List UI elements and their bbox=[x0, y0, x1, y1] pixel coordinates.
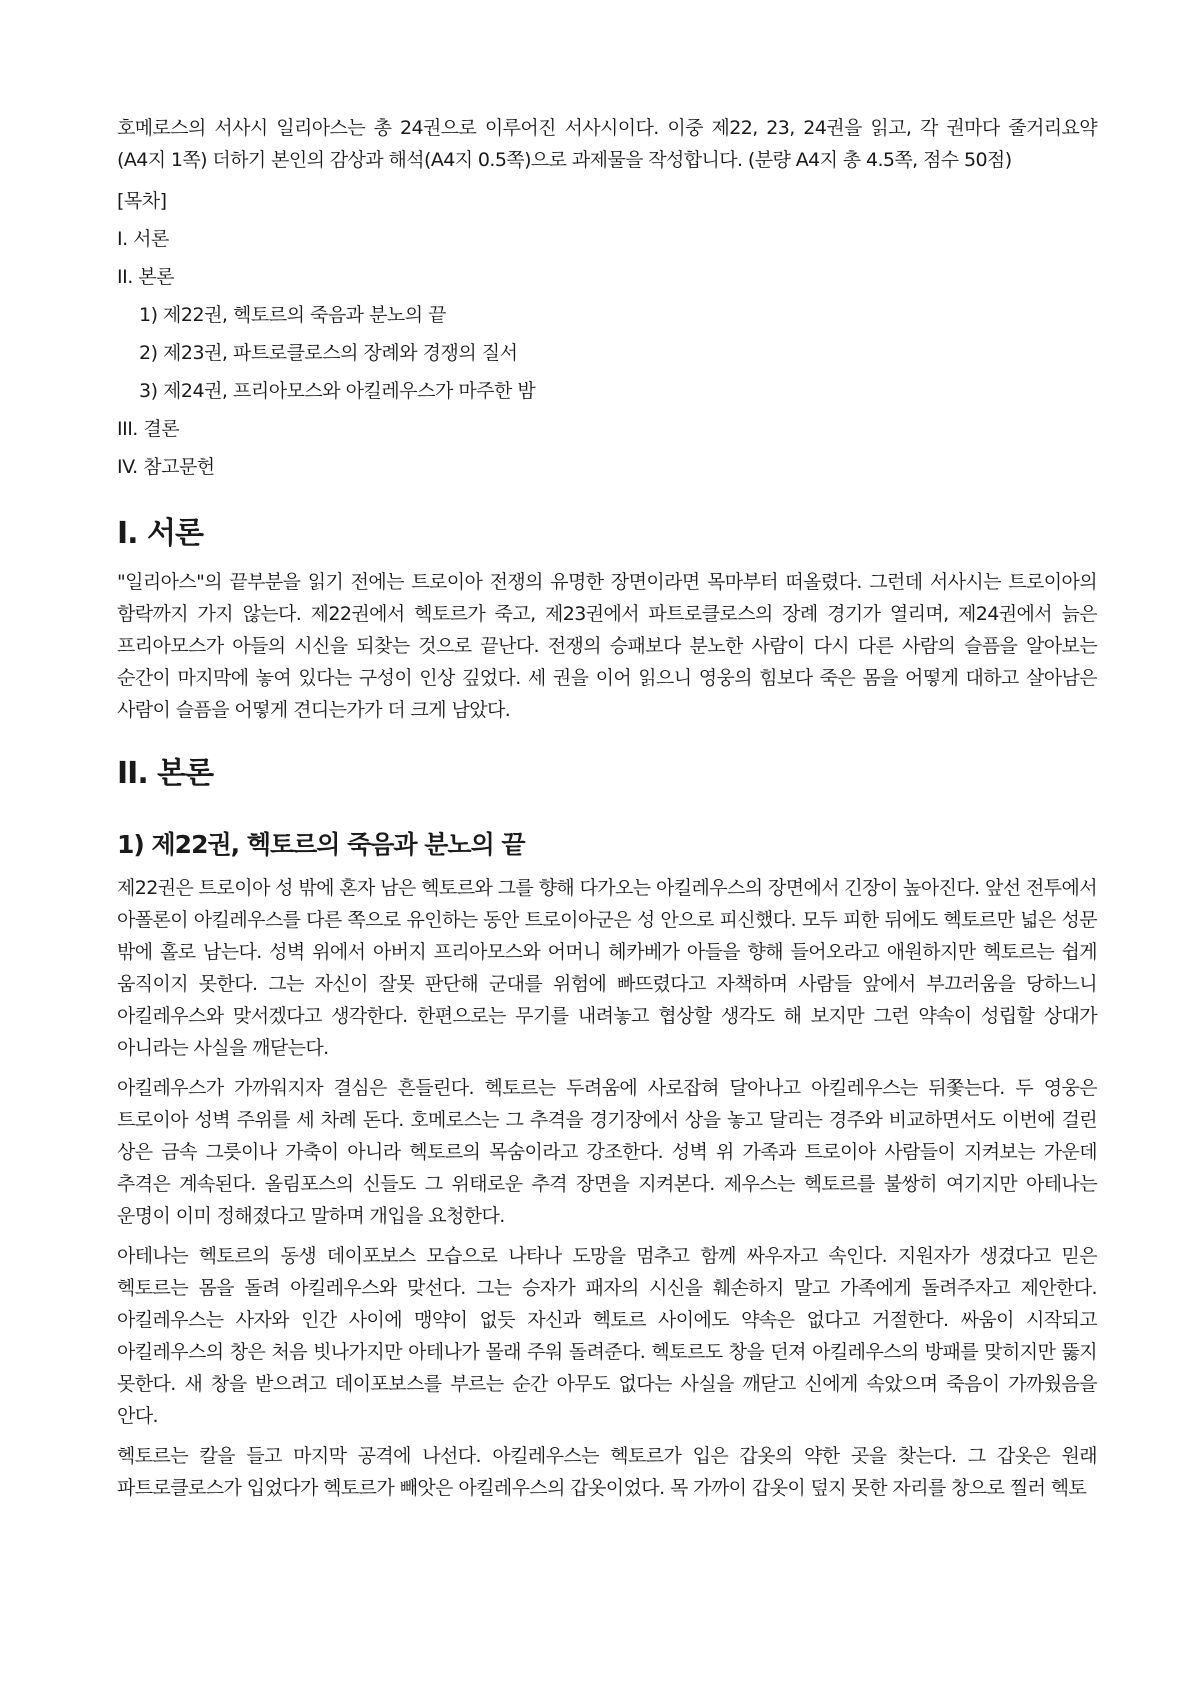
assignment-description: 호메로스의 서사시 일리아스는 총 24권으로 이루어진 서사시이다. 이중 제22, 23, 24권을 읽고, 각 권마다 줄거리요약 (A4지 1쪽) 더하기 본인의 감상과 해석(A4지 0.5쪽)으로 과제물을 작성합니다. (분량 A4지 총 4.5쪽, 점수 50점) bbox=[117, 117, 1097, 171]
body-paragraph: 제22권은 트로이아 성 밖에 혼자 남은 헥토르와 그를 향해 다가오는 아킬레우스의 장면에서 긴장이 높아진다. 앞선 전투에서 아폴론이 아킬레우스를 다른 쪽으로 유인하는 동안 트로이아군은 성 안으로 피신했다. 모두 피한 뒤에도 헥토르만 넓은 성문 밖에 홀로 남는다. 성벽 위에서 아버지 프리아모스와 어머니 헤카베가 아들을 향해 들어오라고 애원하지만 헥토르는 쉽게 움직이지 못한다. 그는 자신이 잘못 판단해 군대를 위험에 빠뜨렸다고 자책하며 사람들 앞에서 부끄러움을 당하느니 아킬레우스와 맞서겠다고 생각한다. 한편으로는 무기를 내려놓고 협상할 생각도 해 보지만 그런 약속이 성립할 상대가 아니라는 사실을 깨닫는다. bbox=[117, 877, 1097, 1059]
body-paragraph: 헥토르는 칼을 들고 마지막 공격에 나선다. 아킬레우스는 헥토르가 입은 갑옷의 약한 곳을 찾는다. 그 갑옷은 원래 파트로클로스가 입었다가 헥토르가 빼앗은 아킬레우스의 갑옷이었다. 목 가까이 갑옷이 덮지 못한 자리를 창으로 찔러 헥토 bbox=[117, 1445, 1097, 1499]
document-page bbox=[117, 112, 1097, 1512]
body-paragraph: 아킬레우스가 가까워지자 결심은 흔들린다. 헥토르는 두려움에 사로잡혀 달아나고 아킬레우스는 뒤쫓는다. 두 영웅은 트로이아 성벽 주위를 세 차례 돈다. 호메로스는 그 추격을 경기장에서 상을 놓고 달리는 경주와 비교하면서도 이번에 걸린 상은 금속 그릇이나 가축이 아니라 헥토르의 목숨이라고 강조한다. 성벽 위 가족과 트로이아 사람들이 지켜보는 가운데 추격은 계속된다. 올림포스의 신들도 그 위태로운 추격 장면을 지켜본다. 제우스는 헥토르를 불쌍히 여기지만 아테나는 운명이 이미 정해졌다고 말하며 개입을 요청한다. bbox=[117, 1077, 1097, 1227]
toc-item-introduction: I. 서론 bbox=[117, 228, 169, 250]
toc-heading: [목차] bbox=[117, 190, 167, 212]
toc-item-book22: 1) 제22권, 헥토르의 죽음과 분노의 끝 bbox=[139, 304, 447, 326]
introduction-paragraph: "일리아스"의 끝부분을 읽기 전에는 트로이아 전쟁의 유명한 장면이라면 목마부터 떠올렸다. 그런데 서사시는 트로이아의 함락까지 가지 않는다. 제22권에서 헥토르가 죽고, 제23권에서 파트로클로스의 장례 경기가 열리며, 제24권에서 늙은 프리아모스가 아들의 시신을 되찾는 것으로 끝난다. 전쟁의 승패보다 분노한 사람이 다시 다른 사람의 슬픔을 알아보는 순간이 마지막에 놓여 있다는 구성이 인상 깊었다. 세 권을 이어 읽으니 영웅의 힘보다 죽은 몸을 어떻게 대하고 살아남은 사람이 슬픔을 어떻게 견디는가가 더 크게 남았다. bbox=[117, 571, 1097, 721]
toc-item-references: IV. 참고문헌 bbox=[117, 456, 215, 478]
toc-item-book23: 2) 제23권, 파트로클로스의 장례와 경쟁의 질서 bbox=[139, 342, 518, 364]
section-heading-body: II. 본론 bbox=[117, 756, 214, 791]
body-paragraph: 아테나는 헥토르의 동생 데이포보스 모습으로 나타나 도망을 멈추고 함께 싸우자고 속인다. 지원자가 생겼다고 믿은 헥토르는 몸을 돌려 아킬레우스와 맞선다. 그는 승자가 패자의 시신을 훼손하지 말고 가족에게 돌려주자고 제안한다. 아킬레우스는 사자와 인간 사이에 맹약이 없듯 자신과 헥토르 사이에도 약속은 없다고 거절한다. 싸움이 시작되고 아킬레우스의 창은 처음 빗나가지만 아테나가 몰래 주워 돌려준다. 헥토르도 창을 던져 아킬레우스의 방패를 맞히지만 뚫지 못한다. 새 창을 받으려고 데이포보스를 부르는 순간 아무도 없다는 사실을 깨닫고 신에게 속았으며 죽음이 가까웠음을 안다. bbox=[117, 1245, 1097, 1427]
toc-item-book24: 3) 제24권, 프리아모스와 아킬레우스가 마주한 밤 bbox=[139, 380, 536, 402]
toc-item-conclusion: III. 결론 bbox=[117, 418, 180, 440]
section-heading-introduction: I. 서론 bbox=[117, 516, 203, 551]
toc-item-body: II. 본론 bbox=[117, 266, 174, 288]
table-of-contents bbox=[117, 182, 1097, 486]
subsection-heading-book22: 1) 제22권, 헥토르의 죽음과 분노의 끝 bbox=[117, 830, 525, 859]
